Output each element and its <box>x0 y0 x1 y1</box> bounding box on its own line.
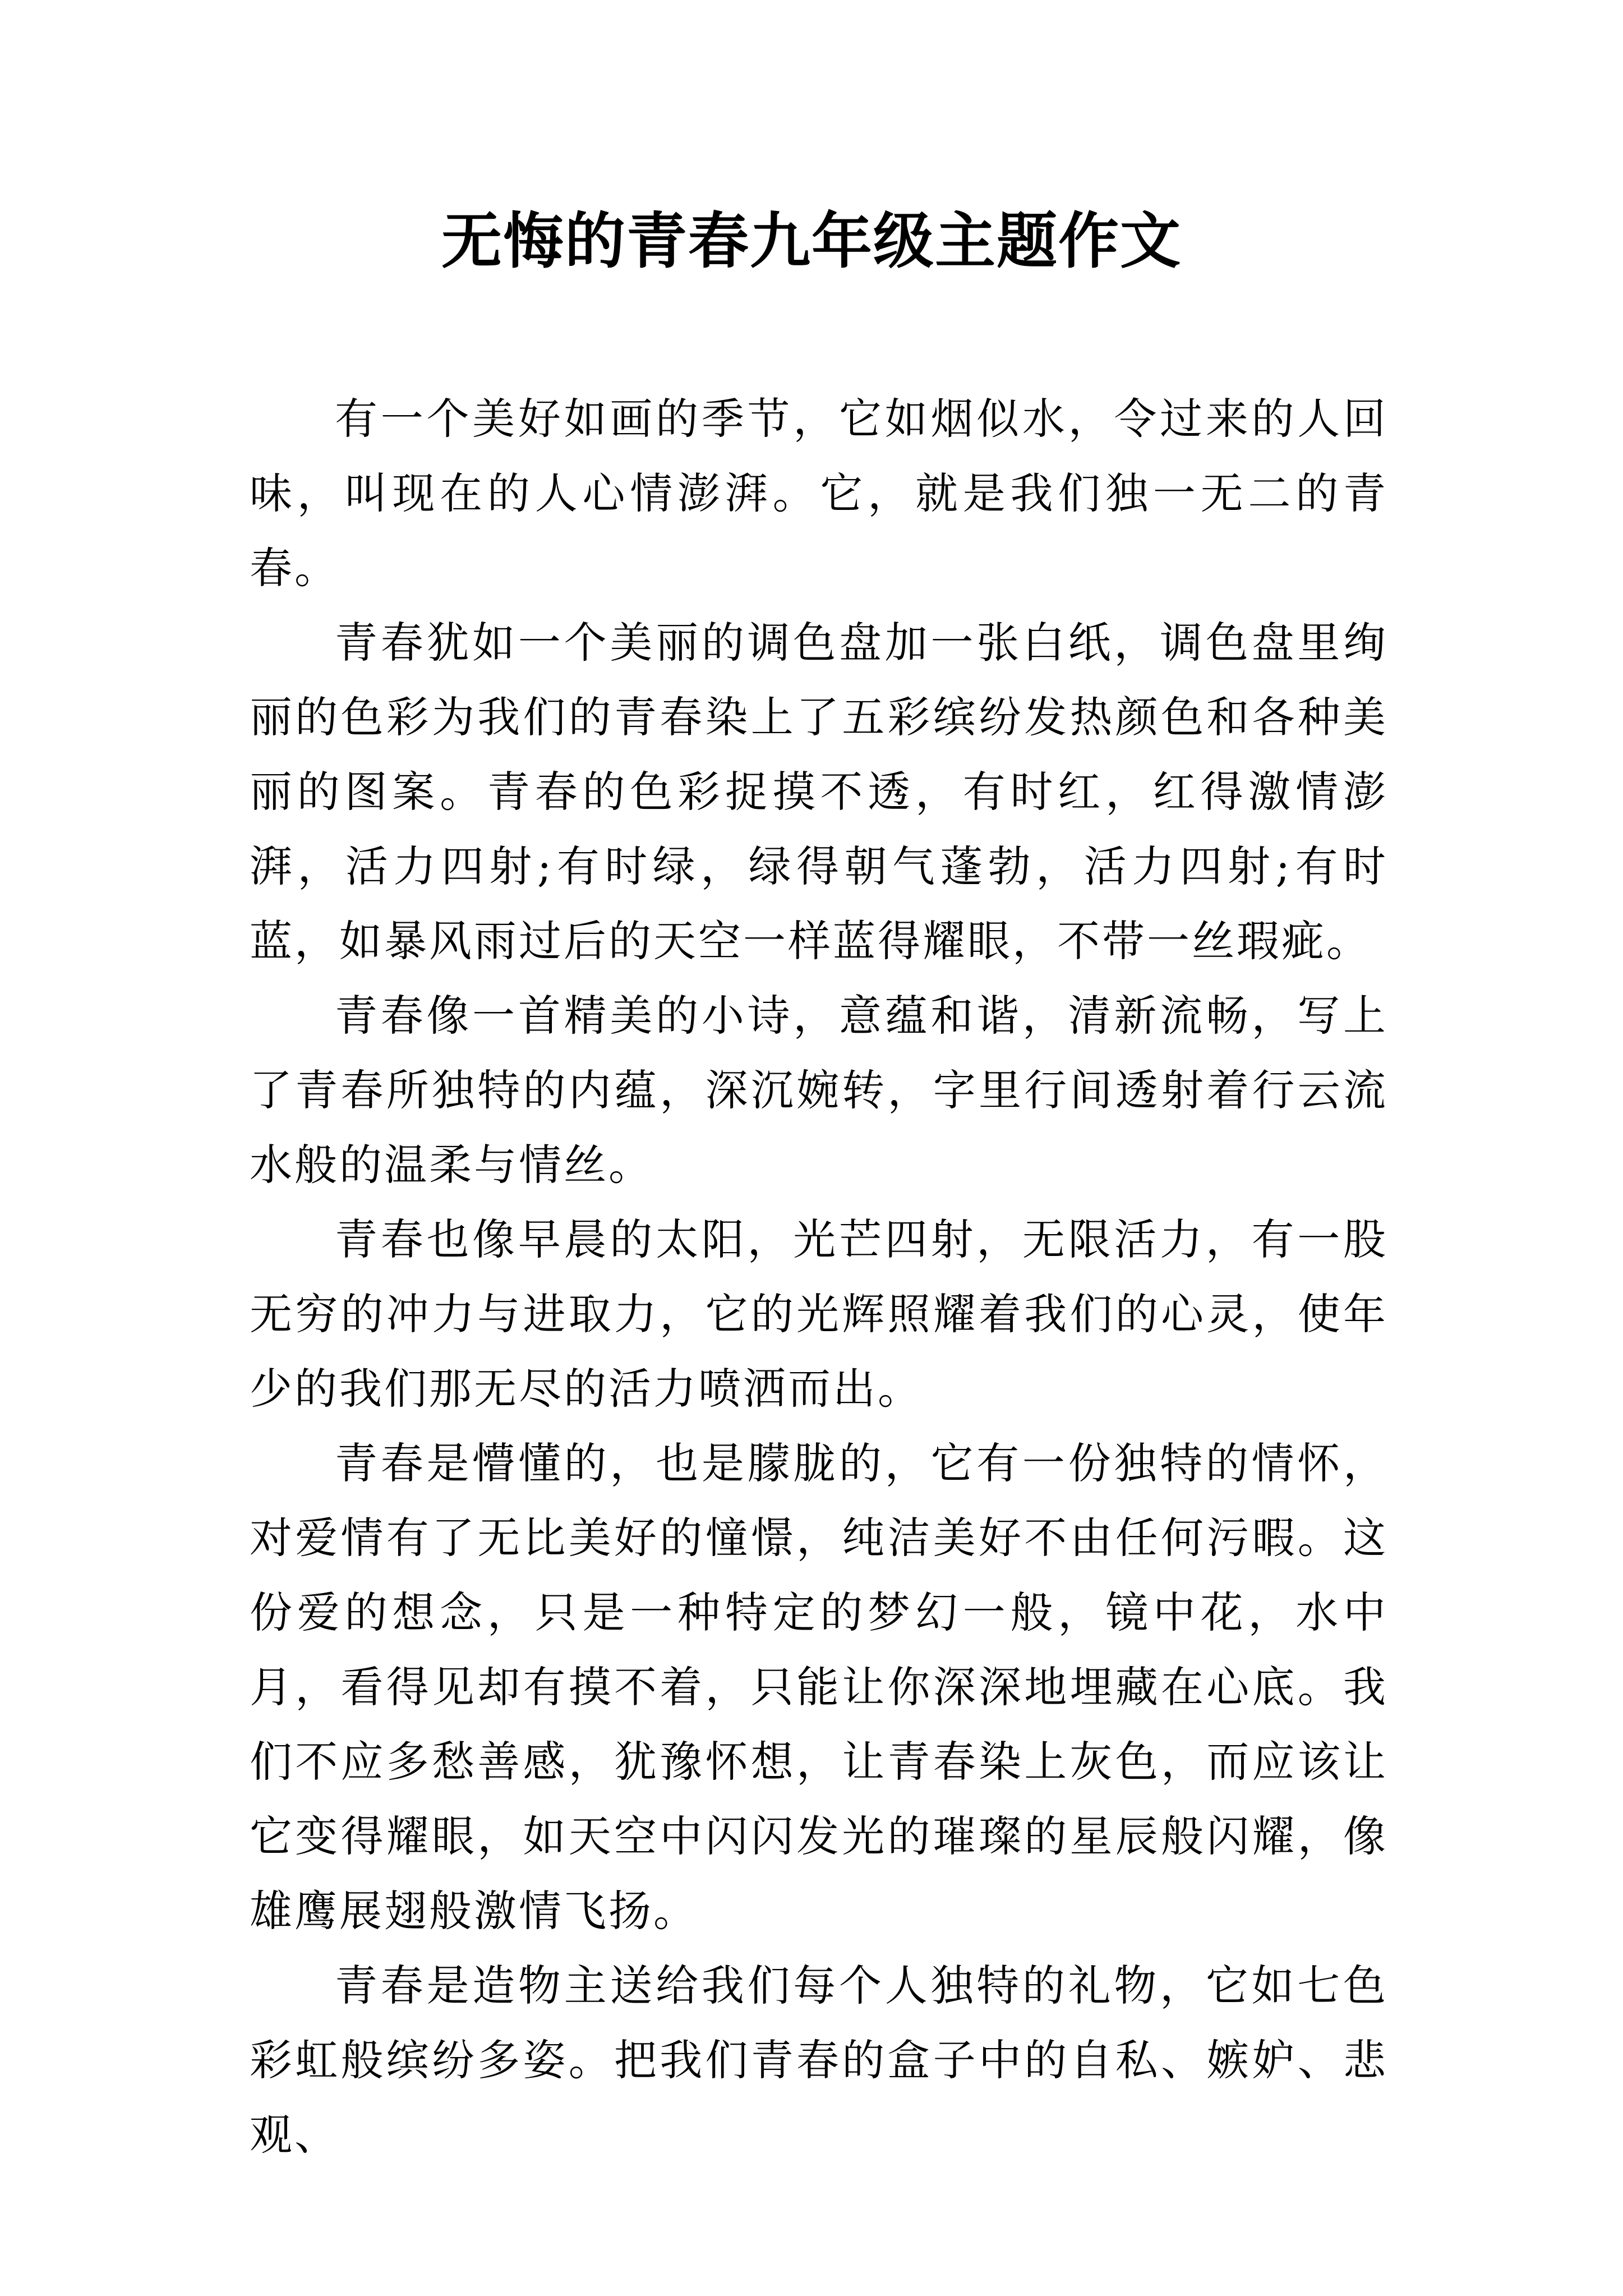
paragraph: 青春是造物主送给我们每个人独特的礼物，它如七色彩虹般缤纷多姿。把我们青春的盒子中的自私、嫉妒、悲观、 <box>250 1961 1388 2160</box>
paragraph: 青春像一首精美的小诗，意蕴和谐，清新流畅，写上了青春所独特的内蕴，深沉婉转，字里行间透射着行云流水般的温柔与情丝。 <box>250 991 1388 1190</box>
paragraph: 青春也像早晨的太阳，光芒四射，无限活力，有一股无穷的冲力与进取力，它的光辉照耀着我们的心灵，使年少的我们那无尽的活力喷洒而出。 <box>250 1214 1388 1414</box>
document-body <box>250 381 1388 2172</box>
paragraph: 青春犹如一个美丽的调色盘加一张白纸，调色盘里绚丽的色彩为我们的青春染上了五彩缤纷发热颜色和各种美丽的图案。青春的色彩捉摸不透，有时红，红得激情澎湃，活力四射;有时绿，绿得朝气蓬勃，活力四射;有时蓝，如暴风雨过后的天空一样蓝得耀眼，不带一丝瑕疵。 <box>250 618 1388 966</box>
paragraph: 有一个美好如画的季节，它如烟似水，令过来的人回味，叫现在的人心情澎湃。它，就是我们独一无二的青春。 <box>250 394 1388 593</box>
document-title: 无悔的青春九年级主题作文 <box>441 206 1182 277</box>
paragraph: 青春是懵懂的，也是朦胧的，它有一份独特的情怀，对爱情有了无比美好的憧憬，纯洁美好不由任何污暇。这份爱的想念，只是一种特定的梦幻一般，镜中花，水中月，看得见却有摸不着，只能让你深深地埋藏在心底。我们不应多愁善感，犹豫怀想，让青春染上灰色，而应该让它变得耀眼，如天空中闪闪发光的璀璨的星辰般闪耀，像雄鹰展翅般激情飞扬。 <box>250 1438 1388 1936</box>
